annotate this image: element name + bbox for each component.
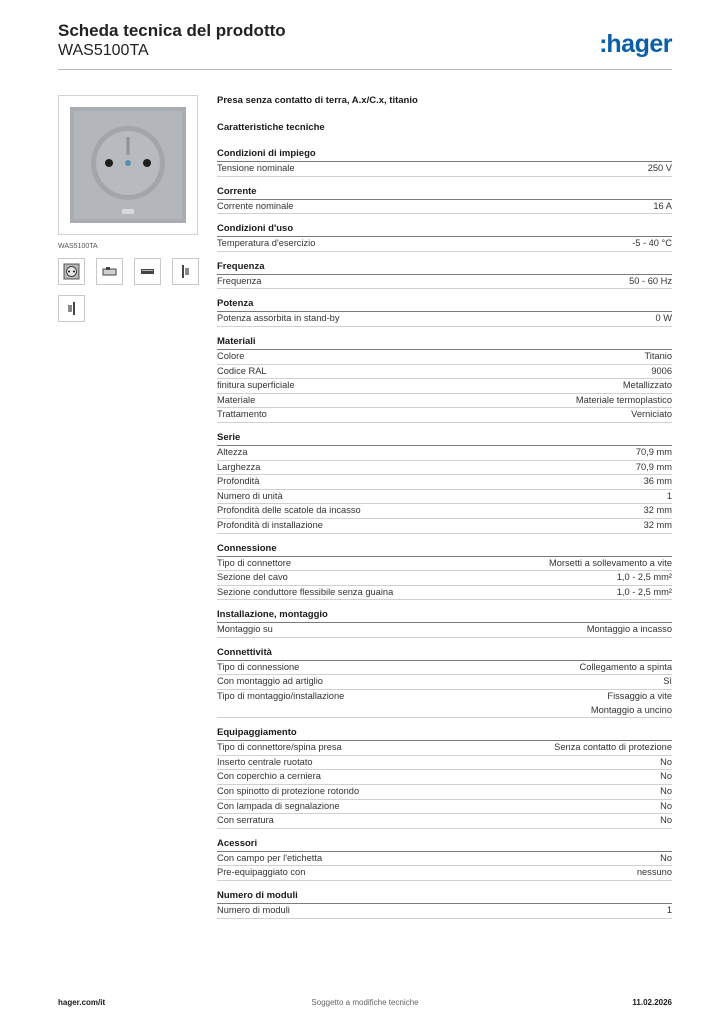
spec-group — [217, 647, 672, 718]
spec-label: Con lampada di segnalazione — [217, 800, 340, 811]
spec-row — [217, 741, 672, 756]
spec-group — [217, 609, 672, 638]
footer-date: 11.02.2026 — [632, 998, 672, 1007]
spec-row — [217, 162, 672, 177]
spec-label: finitura superficiale — [217, 380, 295, 391]
spec-value: 16 A — [653, 200, 672, 211]
spec-label: Tipo di connettore/spina presa — [217, 742, 342, 753]
spec-row — [217, 275, 672, 290]
spec-label: Con serratura — [217, 815, 274, 826]
spec-row — [217, 800, 672, 815]
product-image-caption: WAS5100TA — [58, 243, 98, 250]
spec-group — [217, 727, 672, 829]
spec-group — [217, 223, 672, 252]
spec-row — [217, 814, 672, 829]
spec-value: 50 - 60 Hz — [629, 275, 672, 286]
thumbnail-box[interactable] — [96, 258, 123, 285]
technical-features-heading: Caratteristiche tecniche — [217, 122, 325, 133]
spec-row — [217, 394, 672, 409]
spec-value: No — [660, 756, 672, 767]
spec-value: No — [660, 771, 672, 782]
spec-value: 32 mm — [643, 519, 672, 530]
spec-row — [217, 852, 672, 867]
spec-group — [217, 261, 672, 290]
spec-row — [217, 408, 672, 423]
spec-group — [217, 838, 672, 881]
spec-row — [217, 475, 672, 490]
spec-label: Profondità — [217, 476, 260, 487]
spec-value: Titanio — [644, 350, 672, 361]
spec-row — [217, 785, 672, 800]
spec-label: Corrente nominale — [217, 200, 294, 211]
spec-label: Materiale — [217, 394, 256, 405]
socket-box-icon — [101, 263, 118, 280]
socket-side-alt-icon — [63, 300, 80, 317]
spec-label: Colore — [217, 350, 245, 361]
spec-group-title: Condizioni d'uso — [217, 223, 672, 237]
spec-row — [217, 519, 672, 534]
spec-row — [217, 571, 672, 586]
spec-row — [217, 586, 672, 601]
footer-website[interactable]: hager.com/it — [58, 998, 106, 1007]
spec-row — [217, 490, 672, 505]
socket-front-icon — [63, 263, 80, 280]
spec-value: 32 mm — [643, 505, 672, 516]
spec-value: 0 W — [655, 313, 672, 324]
header-divider — [58, 69, 672, 70]
spec-value: 1 — [666, 490, 672, 501]
spec-value: Sì — [663, 676, 672, 687]
spec-group-title: Materiali — [217, 336, 672, 350]
spec-value: 70,9 mm — [635, 461, 672, 472]
spec-row — [217, 756, 672, 771]
spec-label: Con montaggio ad artiglio — [217, 676, 323, 687]
footer-notice: Soggetto a modifiche tecniche — [311, 998, 419, 1007]
spec-value: Verniciato — [631, 409, 672, 420]
spec-row — [217, 504, 672, 519]
product-image[interactable] — [58, 95, 198, 235]
hager-logo[interactable] — [599, 30, 672, 59]
spec-group-title: Serie — [217, 432, 672, 446]
spec-label: Temperatura d'esercizio — [217, 238, 316, 249]
spec-label: Numero di unità — [217, 490, 283, 501]
socket-top-icon — [139, 263, 156, 280]
spec-row — [217, 866, 672, 881]
spec-value: Fissaggio a vite Montaggio a uncino — [590, 691, 672, 715]
spec-group-title: Frequenza — [217, 261, 672, 275]
thumbnail-side-alt[interactable] — [58, 295, 85, 322]
socket-side-icon — [177, 263, 194, 280]
spec-label: Con coperchio a cerniera — [217, 771, 321, 782]
spec-group-title: Equipaggiamento — [217, 727, 672, 741]
thumbnail-strip — [58, 258, 204, 332]
spec-row — [217, 675, 672, 690]
spec-value: Morsetti a sollevamento a vite — [549, 557, 672, 568]
spec-group — [217, 298, 672, 327]
spec-row — [217, 904, 672, 919]
spec-row — [217, 365, 672, 380]
spec-group — [217, 148, 672, 177]
spec-label: Trattamento — [217, 409, 267, 420]
spec-label: Tipo di connettore — [217, 557, 292, 568]
thumbnail-top[interactable] — [134, 258, 161, 285]
spec-label: Con spinotto di protezione rotondo — [217, 786, 360, 797]
spec-row — [217, 461, 672, 476]
spec-value: Metallizzato — [622, 380, 672, 391]
spec-value: 70,9 mm — [635, 446, 672, 457]
product-code: WAS5100TA — [58, 42, 149, 59]
spec-value: Collegamento a spinta — [579, 661, 672, 672]
spec-row — [217, 623, 672, 638]
spec-row — [217, 379, 672, 394]
spec-group-title: Connessione — [217, 543, 672, 557]
product-description: Presa senza contatto di terra, A.x/C.x, titanio — [217, 95, 418, 106]
spec-label: Pre-equipaggiato con — [217, 867, 306, 878]
spec-group — [217, 543, 672, 601]
spec-label: Frequenza — [217, 275, 262, 286]
spec-label: Tipo di connessione — [217, 661, 300, 672]
spec-value: -5 - 40 °C — [632, 238, 672, 249]
spec-value: 250 V — [647, 163, 672, 173]
spec-value: No — [660, 800, 672, 811]
spec-group — [217, 186, 672, 215]
spec-row — [217, 446, 672, 461]
spec-label: Inserto centrale ruotato — [217, 756, 313, 767]
spec-value: Senza contatto di protezione — [554, 742, 672, 753]
logo-text: hager — [606, 30, 672, 58]
spec-value: 1 — [666, 905, 672, 915]
spec-label: Sezione conduttore flessibile senza guaina — [217, 586, 394, 597]
spec-group-title: Corrente — [217, 186, 672, 200]
spec-label: Potenza assorbita in stand-by — [217, 313, 340, 324]
document-title: Scheda tecnica del prodotto — [58, 21, 286, 40]
socket-outlet-icon — [68, 105, 188, 225]
thumbnail-front[interactable] — [58, 258, 85, 285]
spec-group-title: Numero di moduli — [217, 890, 672, 904]
spec-value: 1,0 - 2,5 mm² — [616, 586, 672, 597]
spec-row — [217, 237, 672, 252]
spec-row — [217, 661, 672, 676]
page-header — [58, 20, 672, 68]
spec-value: Montaggio a incasso — [586, 624, 672, 635]
spec-label: Codice RAL — [217, 365, 267, 376]
spec-group-title: Acessori — [217, 838, 672, 852]
spec-value: 1,0 - 2,5 mm² — [616, 572, 672, 583]
spec-value: 9006 — [651, 365, 672, 376]
spec-group-title: Installazione, montaggio — [217, 609, 672, 623]
spec-group — [217, 336, 672, 423]
product-media — [58, 95, 204, 332]
thumbnail-side[interactable] — [172, 258, 199, 285]
spec-row — [217, 557, 672, 572]
spec-label: Altezza — [217, 446, 248, 457]
spec-value: No — [660, 815, 672, 826]
spec-label: Numero di moduli — [217, 905, 290, 915]
spec-label: Profondità di installazione — [217, 519, 323, 530]
spec-group — [217, 432, 672, 534]
spec-value: No — [660, 852, 672, 863]
spec-groups — [217, 148, 672, 919]
spec-row — [217, 200, 672, 215]
spec-label: Tipo di montaggio/installazione — [217, 691, 345, 702]
spec-group-title: Connettività — [217, 647, 672, 661]
spec-label: Con campo per l'etichetta — [217, 852, 323, 863]
spec-row — [217, 350, 672, 365]
spec-group-title: Condizioni di impiego — [217, 148, 672, 162]
spec-label: Tensione nominale — [217, 163, 295, 173]
spec-value: 36 mm — [643, 476, 672, 487]
spec-label: Montaggio su — [217, 624, 273, 635]
spec-value: Materiale termoplastico — [575, 394, 672, 405]
spec-label: Sezione del cavo — [217, 572, 288, 583]
spec-group — [217, 890, 672, 919]
spec-row — [217, 770, 672, 785]
spec-value: nessuno — [636, 867, 672, 878]
specifications — [217, 95, 672, 928]
logo-dots-icon: : — [599, 30, 606, 58]
spec-row — [217, 312, 672, 327]
spec-label: Profondità delle scatole da incasso — [217, 505, 361, 516]
spec-group-title: Potenza — [217, 298, 672, 312]
spec-value: No — [660, 786, 672, 797]
spec-label: Larghezza — [217, 461, 261, 472]
spec-row — [217, 690, 672, 718]
